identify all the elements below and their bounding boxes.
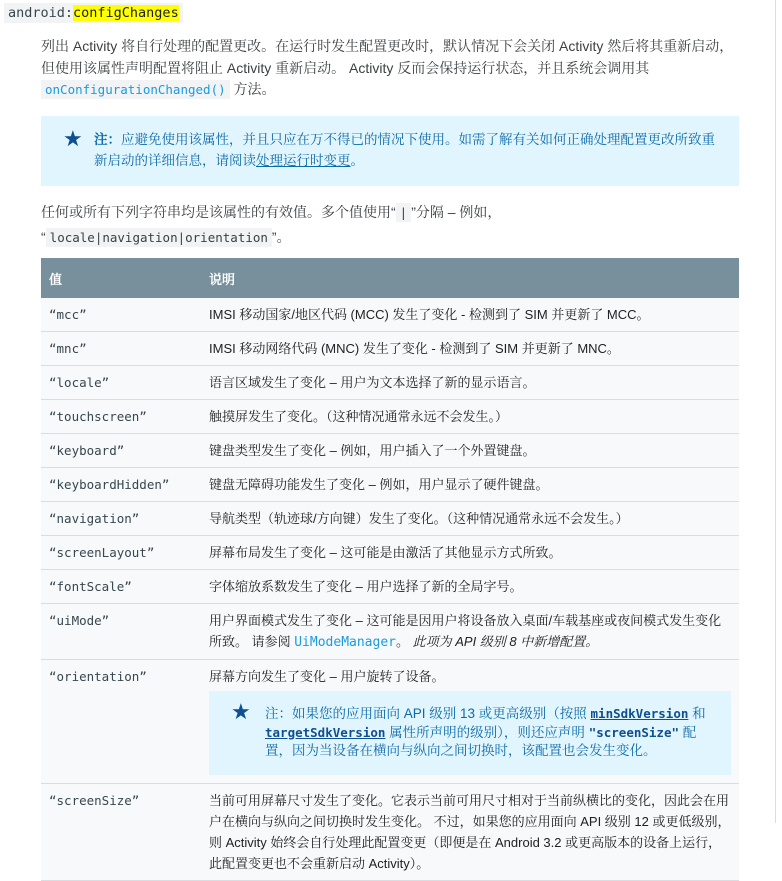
values-paragraph — [41, 200, 741, 250]
warning-note — [41, 116, 739, 186]
table-row — [41, 366, 739, 400]
row-desc: 当前可用屏幕尺寸发生了变化。它表示当前可用尺寸相对于当前纵横比的变化，因此会在用户在横向与纵向之间切换时发生变化。 不过，如果您的应用面向 API 级别 12 或更低级别，则 Activity 始终会自行处理此配置变更（即便是在 Android 3.2 或更高版本的设备上运行，此配置变更也不会重新启动 Activity）。 — [201, 783, 739, 880]
star-icon: ★ — [63, 126, 83, 151]
row-value: “keyboardHidden” — [41, 468, 201, 502]
table-row — [41, 332, 739, 366]
row-value: “touchscreen” — [41, 400, 201, 434]
uimode-desc: 用户界面模式发生了变化 – 这可能是因用户将设备放入桌面/车载基座或夜间模式发生变化所致。 请参阅 — [209, 613, 722, 649]
title-highlight: configChanges — [73, 5, 179, 21]
table-row-screensize — [41, 783, 739, 880]
note-text: 属性所声明的级别），则还应声明 — [385, 724, 589, 740]
table-row — [41, 468, 739, 502]
uimode-api-note: 此项为 API 级别 8 中新增配置。 — [412, 634, 599, 649]
targetsdkversion-link[interactable]: targetSdkVersion — [265, 724, 386, 740]
table-row — [41, 502, 739, 536]
values-table — [41, 258, 739, 881]
intro-paragraph — [41, 36, 741, 101]
table-header — [41, 258, 739, 298]
row-value: “screenSize” — [41, 783, 201, 880]
method-code[interactable]: onConfigurationChanged() — [41, 80, 230, 99]
row-value: “mcc” — [41, 298, 201, 332]
row-desc: 语言区域发生了变化 – 用户为文本选择了新的显示语言。 — [201, 366, 739, 400]
header-value: 值 — [41, 258, 201, 298]
note-text: 配置，因为当设备在横向与纵向之间切换时，该配置也会发生变化。 — [265, 724, 697, 758]
pipe-code: | — [396, 203, 412, 222]
table-row — [41, 570, 739, 604]
row-desc — [201, 604, 739, 660]
orientation-desc: 屏幕方向发生了变化 – 用户旋转了设备。 — [209, 669, 445, 684]
header-description: 说明 — [201, 258, 739, 298]
table-row — [41, 400, 739, 434]
row-value: “screenLayout” — [41, 536, 201, 570]
intro-text: 列出 Activity 将自行处理的配置更改。在运行时发生配置更改时，默认情况下会关闭 Activity 然后将其重新启动，但使用该属性声明配置将阻止 Activity 重新启动。 Activity 反而会保持运行状态，并且系统会调用其 — [41, 38, 734, 76]
minsdkversion-link[interactable]: minSdkVersion — [590, 706, 689, 721]
note-end: 。 — [350, 153, 364, 168]
table-row — [41, 536, 739, 570]
uimode-mid: 。 — [395, 634, 413, 649]
table-row-orientation — [41, 660, 739, 784]
intro-text-end: 方法。 — [229, 81, 276, 97]
values-text4: ”。 — [271, 229, 291, 245]
row-value: “keyboard” — [41, 434, 201, 468]
row-value: “uiMode” — [41, 604, 201, 660]
row-desc: 字体缩放系数发生了变化 – 用户选择了新的全局字号。 — [201, 570, 739, 604]
runtime-changes-link[interactable]: 处理运行时变更 — [256, 153, 351, 168]
row-desc: 键盘无障碍功能发生了变化 – 例如，用户显示了硬件键盘。 — [201, 468, 739, 502]
uimodemanager-link[interactable]: UiModeManager — [294, 635, 396, 650]
star-icon: ★ — [231, 699, 251, 724]
example-code: locale|navigation|orientation — [46, 228, 272, 247]
row-desc: 触摸屏发生了变化。（这种情况通常永远不会发生。） — [201, 400, 739, 434]
screensize-code: "screenSize" — [588, 724, 679, 740]
row-value: “locale” — [41, 366, 201, 400]
values-text3: “ — [41, 229, 46, 245]
note-text: 和 — [688, 706, 706, 721]
note-text: 应避免使用该属性，并且只应在万不得已的情况下使用。如需了解有关如何正确处理配置更改所致重新启动的详细信息，请阅读 — [94, 132, 715, 168]
row-value: “mnc” — [41, 332, 201, 366]
row-desc — [201, 660, 739, 784]
row-value: “fontScale” — [41, 570, 201, 604]
table-row — [41, 434, 739, 468]
row-value: “orientation” — [41, 660, 201, 784]
row-desc: 屏幕布局发生了变化 – 这可能是由激活了其他显示方式所致。 — [201, 536, 739, 570]
row-value: “navigation” — [41, 502, 201, 536]
note-label: 注： — [94, 132, 121, 147]
table-row — [41, 298, 739, 332]
table-row-uimode — [41, 604, 739, 660]
scrollbar-track[interactable] — [775, 0, 776, 823]
values-text: 任何或所有下列字符串均是该属性的有效值。多个值使用“ — [41, 204, 396, 220]
attribute-title — [4, 3, 183, 23]
row-desc: IMSI 移动国家/地区代码 (MCC) 发生了变化 - 检测到了 SIM 并更新了 MCC。 — [201, 298, 739, 332]
values-text2: ”分隔 – 例如， — [411, 204, 502, 220]
row-desc: IMSI 移动网络代码 (MNC) 发生了变化 - 检测到了 SIM 并更新了 MNC。 — [201, 332, 739, 366]
title-prefix: android: — [8, 5, 74, 21]
row-desc: 导航类型（轨迹球/方向键）发生了变化。（这种情况通常永远不会发生。） — [201, 502, 739, 536]
note-text: 注：如果您的应用面向 API 级别 13 或更高级别（按照 — [265, 706, 591, 721]
row-desc: 键盘类型发生了变化 – 例如，用户插入了一个外置键盘。 — [201, 434, 739, 468]
orientation-note — [209, 691, 731, 775]
